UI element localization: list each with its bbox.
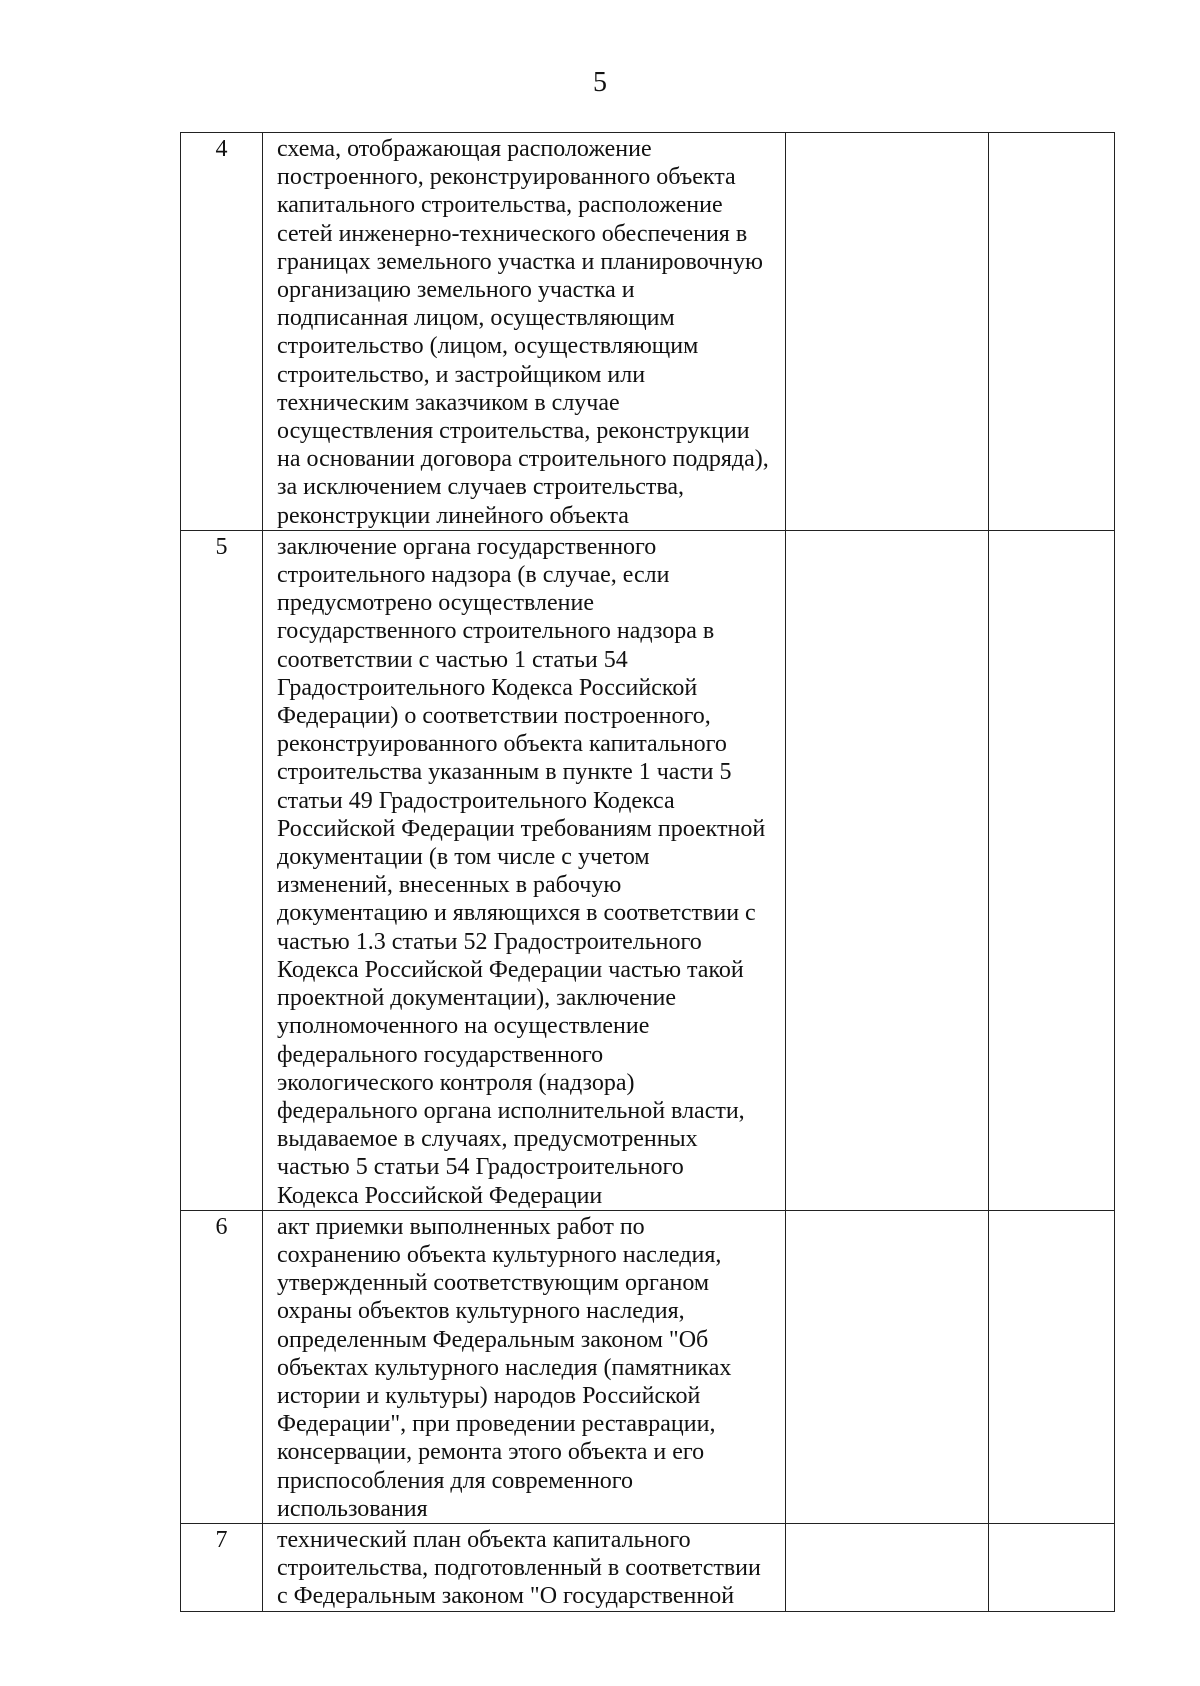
empty-cell: [786, 1210, 989, 1523]
row-description: схема, отображающая расположение построенного, реконструированного объекта капитального строительства, расположение сетей инженерно-технического обеспечения в границах земельного участка и планировочную организацию земельного участка и подписанная лицом, осуществляющим строительство (лицом, осуществляющим строительство, и застройщиком или техническим заказчиком в случае осуществления строительства, реконструкции на основании договора строительного подряда), за исключением случаев строительства, реконструкции линейного объекта: [263, 133, 786, 531]
row-number: 6: [181, 1210, 263, 1523]
table-row: [181, 1210, 1115, 1523]
page-number: 5: [593, 67, 607, 98]
empty-cell: [786, 1524, 989, 1612]
table-row: [181, 530, 1115, 1210]
empty-cell: [786, 133, 989, 531]
empty-cell: [989, 530, 1115, 1210]
row-number: 7: [181, 1524, 263, 1612]
document-table: [180, 132, 1115, 1612]
empty-cell: [989, 133, 1115, 531]
row-description: технический план объекта капитального строительства, подготовленный в соответствии с Федеральным законом "О государственной: [263, 1524, 786, 1612]
table-row: [181, 133, 1115, 531]
empty-cell: [786, 530, 989, 1210]
row-number: 4: [181, 133, 263, 531]
row-description: акт приемки выполненных работ по сохранению объекта культурного наследия, утвержденный соответствующим органом охраны объектов культурного наследия, определенным Федеральным законом "Об объектах культурного наследия (памятниках истории и культуры) народов Российской Федерации", при проведении реставрации, консервации, ремонта этого объекта и его приспособления для современного использования: [263, 1210, 786, 1523]
row-description: заключение органа государственного строительного надзора (в случае, если предусмотрено осуществление государственного строительного надзора в соответствии с частью 1 статьи 54 Градостроительного Кодекса Российской Федерации) о соответствии построенного, реконструированного объекта капитального строительства указанным в пункте 1 части 5 статьи 49 Градостроительного Кодекса Российской Федерации требованиям проектной документации (в том числе с учетом изменений, внесенных в рабочую документацию и являющихся в соответствии с частью 1.3 статьи 52 Градостроительного Кодекса Российской Федерации частью такой проектной документации), заключение уполномоченного на осуществление федерального государственного экологического контроля (надзора) федерального органа исполнительной власти, выдаваемое в случаях, предусмотренных частью 5 статьи 54 Градостроительного Кодекса Российской Федерации: [263, 530, 786, 1210]
row-number: 5: [181, 530, 263, 1210]
empty-cell: [989, 1524, 1115, 1612]
table-row: [181, 1524, 1115, 1612]
empty-cell: [989, 1210, 1115, 1523]
